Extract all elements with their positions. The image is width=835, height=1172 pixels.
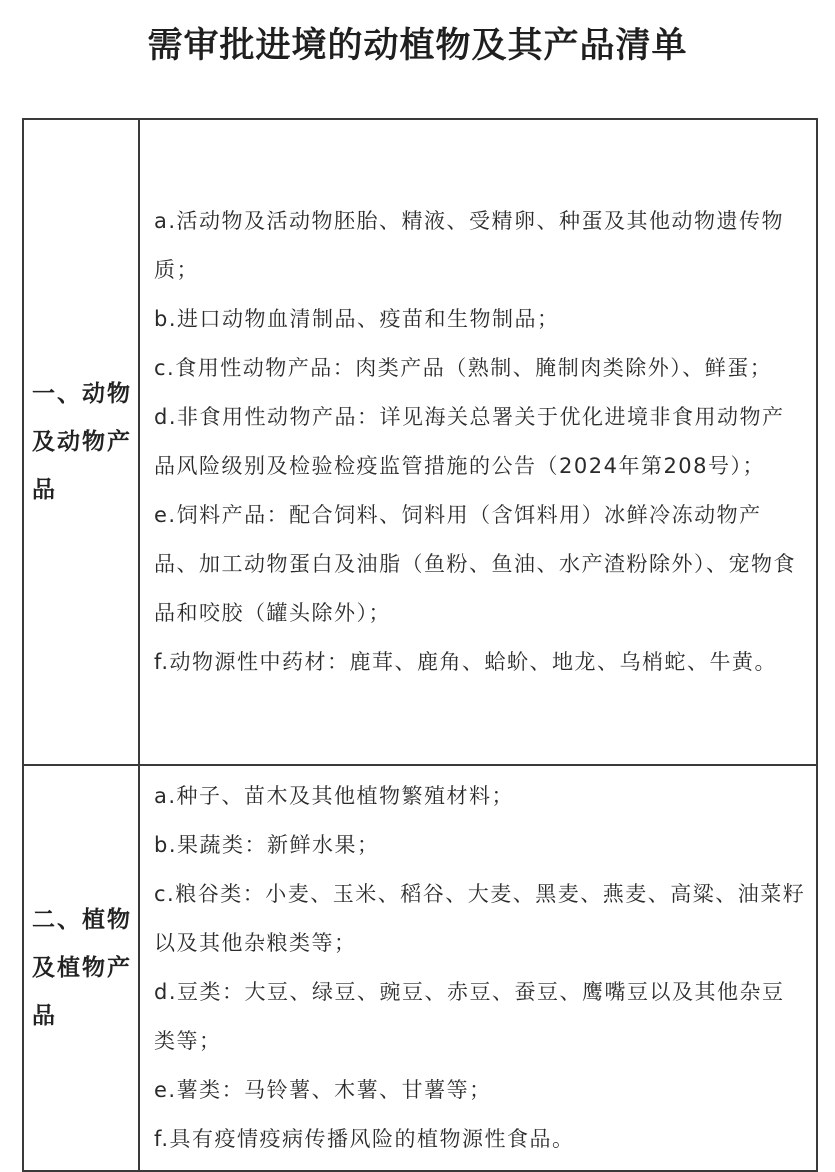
category-cell-animal [23, 119, 139, 765]
list-item: c.粮谷类：小麦、玉米、稻谷、大麦、黑麦、燕麦、高粱、油菜籽以及其他杂粮类等； [154, 882, 806, 955]
table-row-animal-products [23, 119, 817, 765]
list-item: d.豆类：大豆、绿豆、豌豆、赤豆、蚕豆、鹰嘴豆以及其他杂豆类等； [154, 980, 785, 1053]
list-item: e.薯类：马铃薯、木薯、甘薯等； [154, 1078, 492, 1102]
category-label: 二、植物及植物产品 [32, 907, 132, 1029]
category-cell-plant [23, 765, 139, 1171]
table-row-plant-products [23, 765, 817, 1171]
list-item: a.活动物及活动物胚胎、精液、受精卵、种蛋及其他动物遗传物质； [154, 209, 785, 282]
list-item: a.种子、苗木及其他植物繁殖材料； [154, 784, 515, 808]
approval-list-table [22, 118, 818, 1172]
list-item: b.果蔬类：新鲜水果； [154, 833, 380, 857]
list-item: f.动物源性中药材：鹿茸、鹿角、蛤蚧、地龙、乌梢蛇、牛黄。 [154, 650, 778, 674]
list-item: e.饲料产品：配合饲料、饲料用（含饵料用）冰鲜冷冻动物产品、加工动物蛋白及油脂（鱼粉、鱼油、水产渣粉除外）、宠物食品和咬胶（罐头除外）； [154, 503, 796, 625]
list-item: f.具有疫情疫病传播风险的植物源性食品。 [154, 1127, 575, 1151]
category-label: 一、动物及动物产品 [32, 381, 132, 503]
items-cell-plant [139, 765, 817, 1171]
list-item: d.非食用性动物产品：详见海关总署关于优化进境非食用动物产品风险级别及检验检疫监管措施的公告（2024年第208号）； [154, 405, 785, 478]
page-title: 需审批进境的动植物及其产品清单 [147, 26, 688, 66]
items-cell-animal [139, 119, 817, 765]
list-item: b.进口动物血清制品、疫苗和生物制品； [154, 307, 560, 331]
list-item: c.食用性动物产品：肉类产品（熟制、腌制肉类除外）、鲜蛋； [154, 356, 773, 380]
